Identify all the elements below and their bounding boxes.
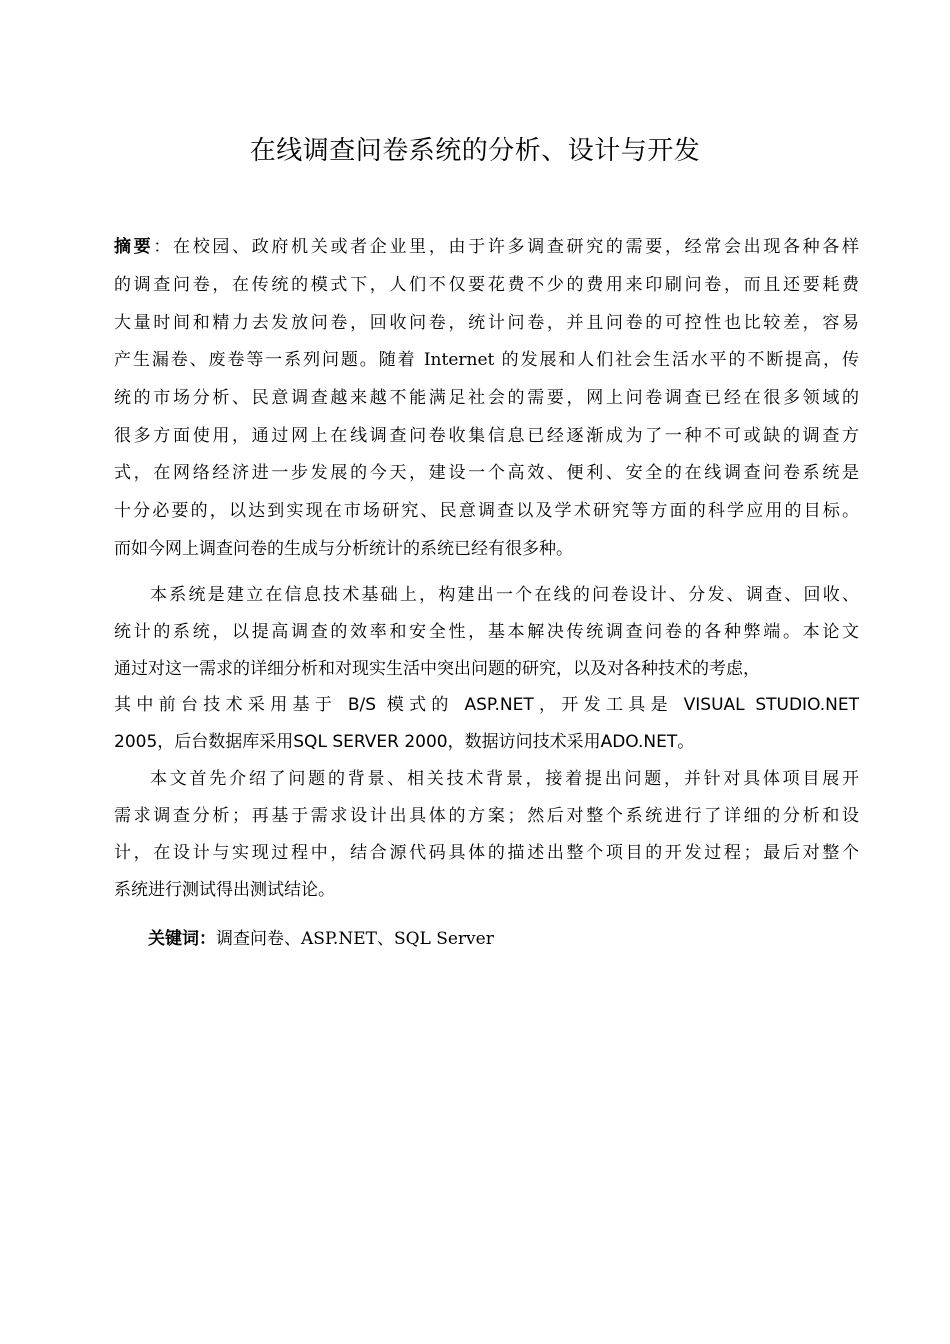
- para2-line4-part-a: 其中前台技术采用基于: [114, 695, 338, 715]
- abstract-line-1: [114, 229, 859, 265]
- para2-line5-part-c: SQL SERVER 2000: [293, 732, 448, 752]
- para2-line4-part-f: VISUAL STUDIO.NET: [683, 695, 860, 715]
- keywords-value: 调查问卷、ASP.NET、SQL Server: [216, 929, 494, 949]
- abstract-label: 摘要: [114, 237, 154, 257]
- para2-line5-part-d: ，数据访问技术采用: [447, 732, 601, 752]
- keywords: [148, 921, 848, 957]
- abstract-line-7: 式，在网络经济进一步发展的今天，建设一个高效、便利、安全的在线调查问卷系统是: [114, 463, 859, 483]
- para3-line-2: 需求调查分析；再基于需求设计出具体的方案；然后对整个系统进行了详细的分析和设: [114, 806, 859, 826]
- para2-line4-part-b: B/S: [347, 695, 377, 715]
- abstract-line-5: 统的市场分析、民意调查越来越不能满足社会的需要，网上问卷调查已经在很多领域的: [114, 388, 859, 408]
- abstract-line-8: 十分必要的，以达到实现在市场研究、民意调查以及学术研究等方面的科学应用的目标。: [114, 501, 859, 521]
- para2-line5-part-a: 2005: [114, 732, 158, 752]
- para3-line-4: 系统进行测试得出测试结论。: [114, 880, 335, 900]
- abstract-colon: ：: [153, 237, 174, 257]
- para2-line-1: 本系统是建立在信息技术基础上，构建出一个在线的问卷设计、分发、调查、回收、: [150, 585, 859, 605]
- abstract-text-1: 在校园、政府机关或者企业里，由于许多调查研究的需要，经常会出现各种各样: [173, 237, 860, 257]
- para2-line5-part-b: ，后台数据库采用: [157, 732, 294, 752]
- abstract-line-9: 而如今网上调查问卷的生成与分析统计的系统已经有很多种。: [114, 539, 573, 559]
- abstract-line-2: 的调查问卷，在传统的模式下，人们不仅要花费不少的费用来印刷问卷，而且还要耗费: [114, 275, 859, 295]
- para3-line-1: 本文首先介绍了问题的背景、相关技术背景，接着提出问题，并针对具体项目展开: [150, 769, 859, 789]
- abstract-line-3: 大量时间和精力去发放问卷，回收问卷，统计问卷，并且问卷的可控性也比较差，容易: [114, 313, 859, 333]
- para2-line-2: 统计的系统，以提高调查的效率和安全性，基本解决传统调查问卷的各种弊端。本论文: [114, 622, 859, 642]
- abstract-line-6: 很多方面使用，通过网上在线调查问卷收集信息已经逐渐成为了一种不可或缺的调查方: [114, 426, 859, 446]
- para2-line-3: 通过对这一需求的详细分析和对现实生活中突出问题的研究，以及对各种技术的考虑，: [114, 659, 760, 679]
- para2-line-5: [114, 724, 859, 760]
- para3-line-3: 计，在设计与实现过程中，结合源代码具体的描述出整个项目的开发过程；最后对整个: [114, 843, 859, 863]
- document-title: 在线调查问卷系统的分析、设计与开发: [249, 136, 701, 166]
- para2-line4-part-c: 模式的: [386, 695, 454, 715]
- abstract-line-4: 产生漏卷、废卷等一系列问题。随着 Internet 的发展和人们社会生活水平的不断提高，传: [114, 350, 859, 370]
- para2-line5-part-f: 。: [677, 732, 695, 752]
- para2-line-4: [114, 687, 859, 723]
- keywords-label: 关键词：: [148, 929, 216, 949]
- para2-line4-part-e: ，开发工具是: [533, 695, 673, 715]
- para2-line4-part-d: ASP.NET: [464, 695, 534, 715]
- para2-line5-part-e: ADO.NET: [600, 732, 678, 752]
